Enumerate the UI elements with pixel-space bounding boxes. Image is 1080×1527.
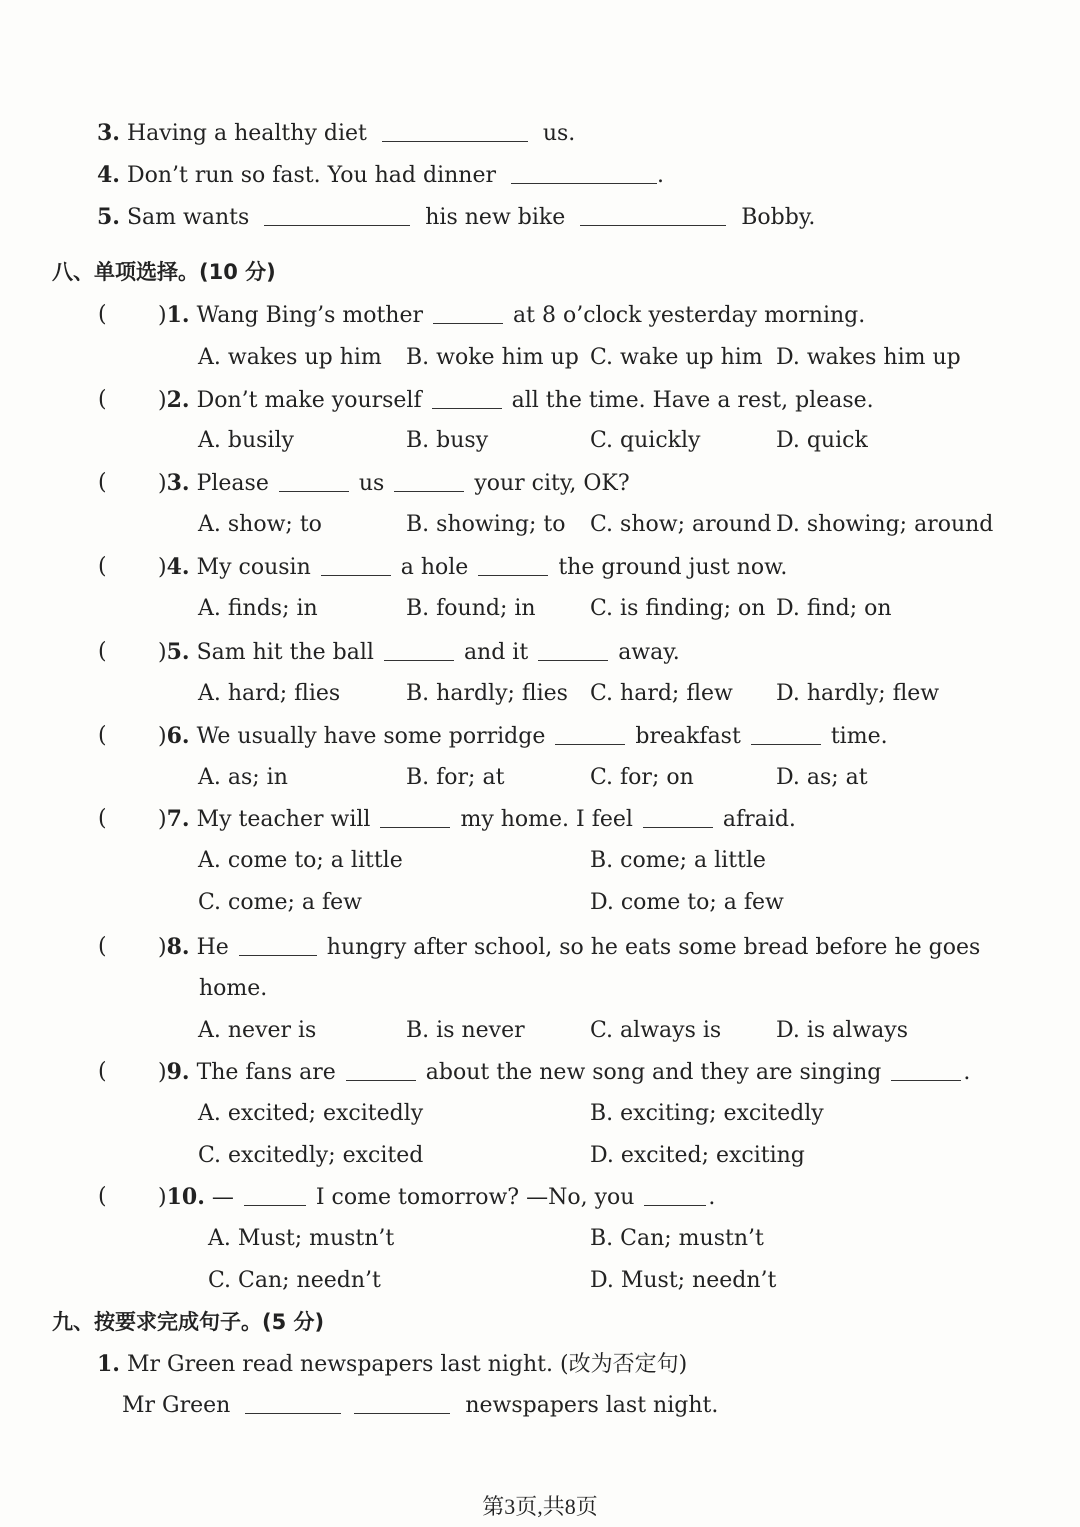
answer-paren-close: ) — [158, 1185, 167, 1210]
answer-blank[interactable] — [244, 1185, 306, 1206]
option-c[interactable]: C. excitedly; excited — [198, 1143, 424, 1168]
answer-blank[interactable] — [245, 1393, 341, 1414]
s8-question-9: )9. The fans are about the new song and they are singing . — [158, 1059, 971, 1085]
option-a[interactable]: A. wakes up him — [198, 345, 382, 370]
answer-paren-close: ) — [158, 471, 167, 496]
s7-question-3: 3. Having a healthy diet us. — [97, 120, 576, 146]
answer-paren-close: ) — [158, 303, 167, 328]
option-a[interactable]: A. excited; excitedly — [198, 1101, 424, 1126]
option-a[interactable]: A. show; to — [198, 512, 322, 537]
option-b[interactable]: B. found; in — [406, 596, 536, 621]
answer-blank[interactable] — [433, 303, 503, 324]
answer-paren-close: ) — [158, 1060, 167, 1085]
option-c[interactable]: C. show; around — [590, 512, 772, 537]
answer-blank[interactable] — [580, 205, 726, 226]
section-9-heading: 九、按要求完成句子。(5 分) — [52, 1310, 325, 1334]
answer-blank[interactable] — [511, 163, 657, 184]
option-c[interactable]: C. always is — [590, 1018, 722, 1043]
answer-paren-open: ( — [98, 639, 107, 664]
answer-blank[interactable] — [321, 555, 391, 576]
answer-paren-open: ( — [98, 1059, 107, 1084]
answer-blank[interactable] — [751, 724, 821, 745]
answer-blank[interactable] — [384, 640, 454, 661]
option-d[interactable]: D. come to; a few — [590, 890, 784, 915]
option-b[interactable]: B. hardly; flies — [406, 681, 568, 706]
option-a[interactable]: A. never is — [198, 1018, 317, 1043]
answer-paren-open: ( — [98, 554, 107, 579]
answer-paren-open: ( — [98, 470, 107, 495]
answer-paren-open: ( — [98, 1184, 107, 1209]
answer-paren-open: ( — [98, 806, 107, 831]
answer-blank[interactable] — [239, 935, 317, 956]
option-d[interactable]: D. wakes him up — [776, 345, 961, 370]
s8-question-8-continued: home. — [199, 976, 268, 1001]
answer-blank[interactable] — [643, 807, 713, 828]
answer-paren-close: ) — [158, 388, 167, 413]
s9-question-1-answer: Mr Green newspapers last night. — [122, 1393, 719, 1418]
option-d[interactable]: D. is always — [776, 1018, 908, 1043]
option-a[interactable]: A. as; in — [198, 765, 288, 790]
answer-blank[interactable] — [346, 1060, 416, 1081]
option-b[interactable]: B. showing; to — [406, 512, 566, 537]
s8-question-6: )6. We usually have some porridge breakfast time. — [158, 723, 888, 749]
option-b[interactable]: B. Can; mustn’t — [590, 1226, 764, 1251]
section-8-heading: 八、单项选择。(10 分) — [52, 260, 276, 284]
answer-blank[interactable] — [264, 205, 410, 226]
option-a[interactable]: A. hard; flies — [198, 681, 341, 706]
answer-blank[interactable] — [891, 1060, 961, 1081]
answer-paren-close: ) — [158, 807, 167, 832]
option-c[interactable]: C. wake up him — [590, 345, 763, 370]
answer-blank[interactable] — [354, 1393, 450, 1414]
answer-paren-close: ) — [158, 935, 167, 960]
option-a[interactable]: A. finds; in — [198, 596, 318, 621]
answer-blank[interactable] — [644, 1185, 706, 1206]
option-c[interactable]: C. is finding; on — [590, 596, 766, 621]
s8-question-3: )3. Please us your city, OK? — [158, 470, 630, 496]
s8-question-4: )4. My cousin a hole the ground just now. — [158, 554, 788, 580]
option-c[interactable]: C. hard; flew — [590, 681, 733, 706]
s8-question-1: )1. Wang Bing’s mother at 8 o’clock yesterday morning. — [158, 302, 866, 328]
s7-question-5: 5. Sam wants his new bike Bobby. — [97, 204, 816, 230]
option-b[interactable]: B. busy — [406, 428, 489, 453]
option-c[interactable]: C. for; on — [590, 765, 694, 790]
answer-paren-open: ( — [98, 723, 107, 748]
answer-paren-open: ( — [98, 934, 107, 959]
option-a[interactable]: A. come to; a little — [198, 848, 403, 873]
answer-paren-close: ) — [158, 640, 167, 665]
answer-blank[interactable] — [394, 471, 464, 492]
answer-paren-open: ( — [98, 387, 107, 412]
option-c[interactable]: C. quickly — [590, 428, 701, 453]
option-a[interactable]: A. Must; mustn’t — [208, 1226, 395, 1251]
answer-paren-close: ) — [158, 724, 167, 749]
option-b[interactable]: B. woke him up — [406, 345, 579, 370]
s8-question-2: )2. Don’t make yourself all the time. Have a rest, please. — [158, 387, 874, 413]
option-d[interactable]: D. find; on — [776, 596, 892, 621]
option-d[interactable]: D. Must; needn’t — [590, 1268, 777, 1293]
answer-paren-close: ) — [158, 555, 167, 580]
answer-blank[interactable] — [279, 471, 349, 492]
option-d[interactable]: D. excited; exciting — [590, 1143, 805, 1168]
answer-blank[interactable] — [380, 807, 450, 828]
option-d[interactable]: D. quick — [776, 428, 868, 453]
option-a[interactable]: A. busily — [198, 428, 294, 453]
s8-question-10: )10. — I come tomorrow? —No, you . — [158, 1184, 716, 1210]
answer-blank[interactable] — [555, 724, 625, 745]
answer-paren-open: ( — [98, 302, 107, 327]
option-d[interactable]: D. showing; around — [776, 512, 994, 537]
option-d[interactable]: D. hardly; flew — [776, 681, 940, 706]
s8-question-7: )7. My teacher will my home. I feel afraid. — [158, 806, 796, 832]
answer-blank[interactable] — [382, 121, 528, 142]
option-c[interactable]: C. Can; needn’t — [208, 1268, 381, 1293]
option-d[interactable]: D. as; at — [776, 765, 868, 790]
s7-question-4: 4. Don’t run so fast. You had dinner . — [97, 162, 664, 188]
answer-blank[interactable] — [538, 640, 608, 661]
page-footer: 第3页,共8页 — [482, 1494, 598, 1519]
option-b[interactable]: B. for; at — [406, 765, 505, 790]
s8-question-5: )5. Sam hit the ball and it away. — [158, 639, 680, 665]
answer-blank[interactable] — [478, 555, 548, 576]
option-b[interactable]: B. is never — [406, 1018, 525, 1043]
option-b[interactable]: B. exciting; excitedly — [590, 1101, 824, 1126]
option-b[interactable]: B. come; a little — [590, 848, 766, 873]
option-c[interactable]: C. come; a few — [198, 890, 362, 915]
s8-question-8: )8. He hungry after school, so he eats some bread before he goes — [158, 934, 981, 960]
s9-question-1: 1. Mr Green read newspapers last night. (改为否定句) — [97, 1351, 688, 1377]
answer-blank[interactable] — [432, 388, 502, 409]
